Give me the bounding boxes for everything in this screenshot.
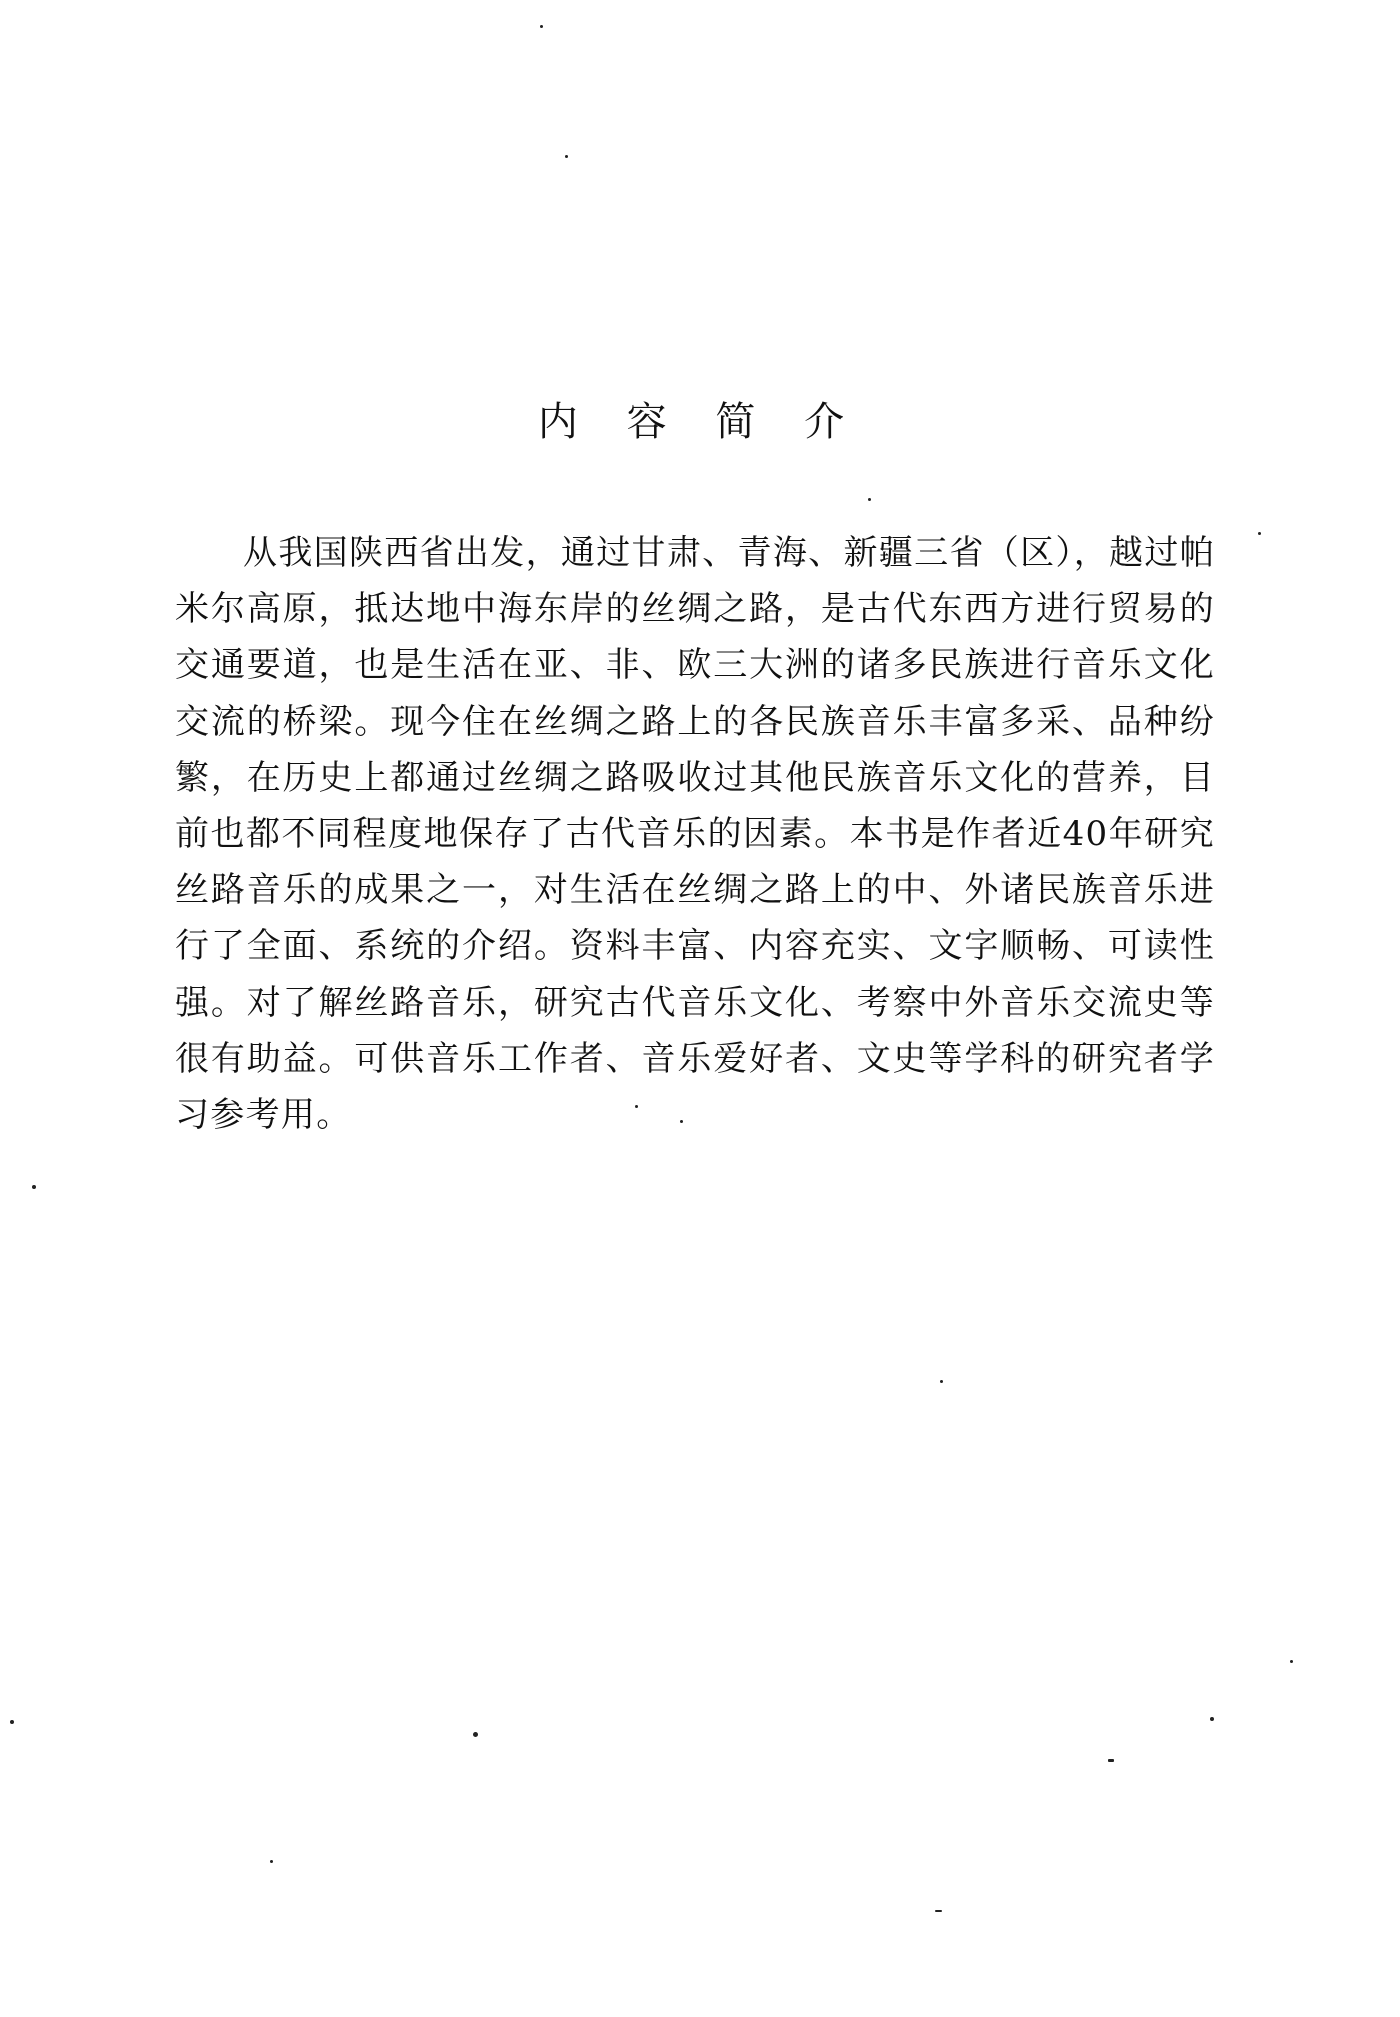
- scan-speck: [868, 498, 871, 501]
- scan-speck: [935, 1910, 942, 1912]
- scan-speck: [565, 155, 568, 158]
- scan-speck: [1290, 1660, 1293, 1663]
- scan-speck: [635, 1105, 638, 1108]
- scan-speck: [680, 1120, 683, 1123]
- scan-speck: [270, 1860, 273, 1863]
- scan-speck: [32, 1185, 36, 1189]
- scan-speck: [940, 1380, 943, 1383]
- scan-speck: [540, 25, 543, 28]
- page-title: 内 容 简 介: [537, 399, 863, 445]
- scan-speck: [1108, 1759, 1114, 1762]
- scan-speck: [10, 1720, 14, 1724]
- scan-speck: [1210, 1717, 1214, 1721]
- scan-speck: [473, 1732, 478, 1737]
- synopsis-paragraph: 从我国陕西省出发，通过甘肃、青海、新疆三省（区），越过帕米尔高原，抵达地中海东岸的丝绸之路，是古代东西方进行贸易的交通要道，也是生活在亚、非、欧三大洲的诸多民族进行音乐文化交流的桥梁。现今住在丝绸之路上的各民族音乐丰富多采、品种纷繁，在历史上都通过丝绸之路吸收过其他民族音乐文化的营养，目前也都不同程度地保存了古代音乐的因素。本书是作者近40年研究丝路音乐的成果之一，对生活在丝绸之路上的中、外诸民族音乐进行了全面、系统的介绍。资料丰富、内容充实、文字顺畅、可读性强。对了解丝路音乐，研究古代音乐文化、考察中外音乐交流史等很有助益。可供音乐工作者、音乐爱好者、文史等学科的研究者学习参考用。: [175, 533, 1215, 1136]
- scan-speck: [1258, 532, 1261, 535]
